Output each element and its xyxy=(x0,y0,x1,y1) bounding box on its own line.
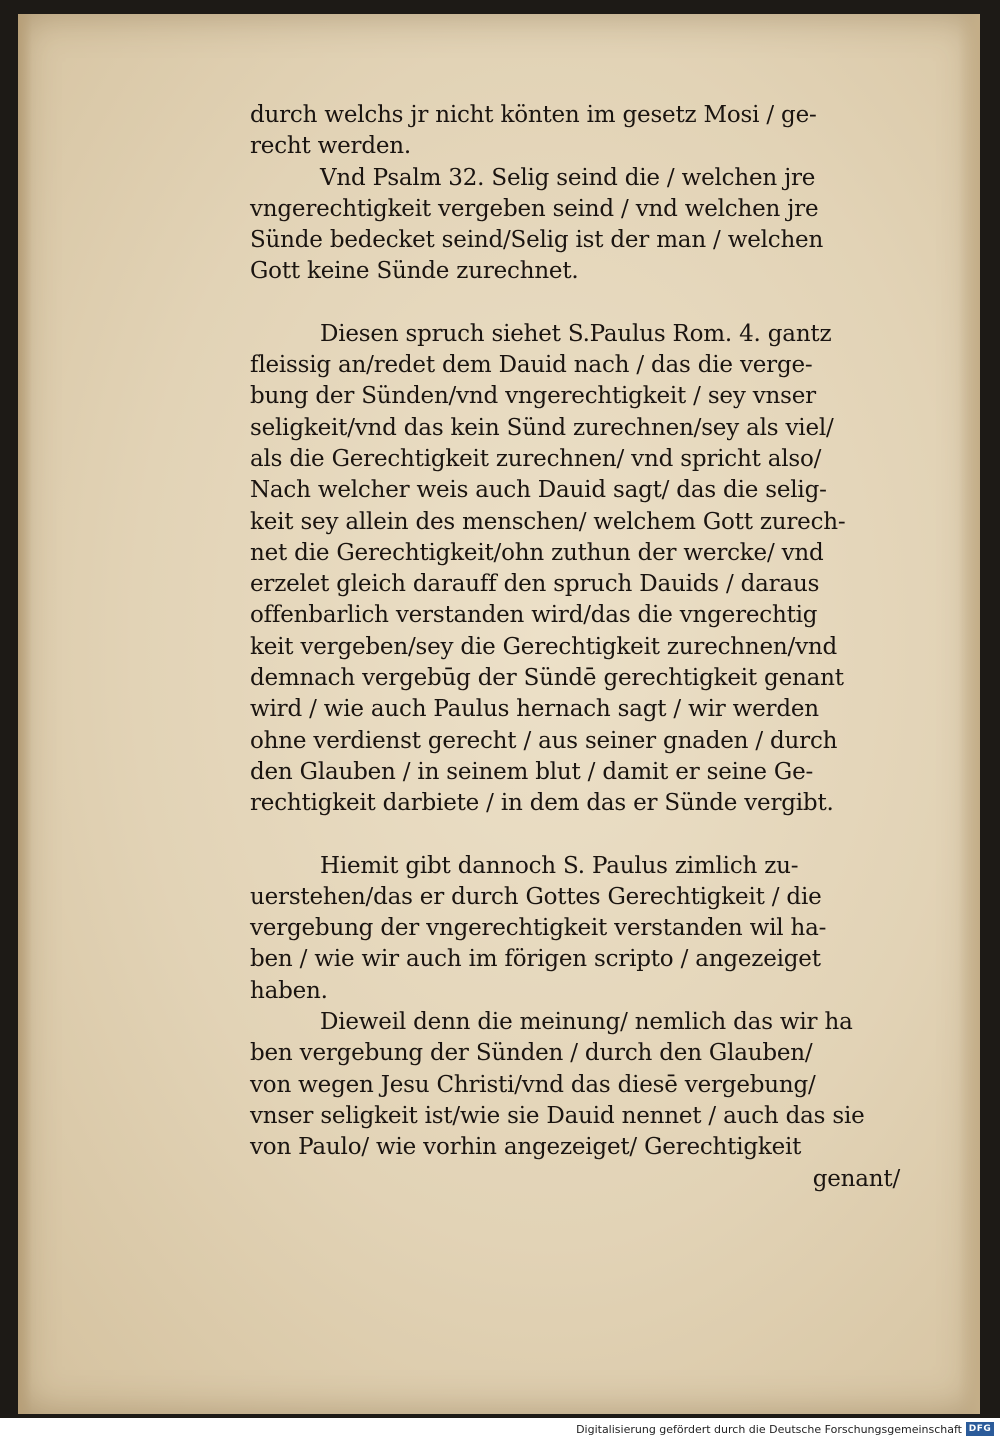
text-line: von Paulo/ wie vorhin angezeiget/ Gerechtigkeit xyxy=(250,1134,802,1161)
text-line: erzelet gleich darauff den spruch Dauids / daraus xyxy=(250,571,820,598)
text-line: wird / wie auch Paulus hernach sagt / wir werden xyxy=(250,696,819,723)
dfg-logo: DFG xyxy=(966,1422,994,1436)
text-line: den Glauben / in seinem blut / damit er seine Ge- xyxy=(250,758,814,785)
text-line: Vnd Psalm 32. Selig seind die / welchen jre xyxy=(320,164,816,191)
text-line: offenbarlich verstanden wird/das die vngerechtig xyxy=(250,602,818,629)
text-line: ben / wie wir auch im förigen scripto / angezeiget xyxy=(250,946,821,973)
text-line: von wegen Jesu Christi/vnd das diesē vergebung/ xyxy=(250,1071,816,1098)
text-line: uerstehen/das er durch Gottes Gerechtigkeit / die xyxy=(250,883,822,910)
text-line: keit vergeben/sey die Gerechtigkeit zurechnen/vnd xyxy=(250,633,838,660)
text-line: Sünde bedecket seind/Selig ist der man / welchen xyxy=(250,227,824,254)
text-line: Dieweil denn die meinung/ nemlich das wir ha xyxy=(320,1009,853,1036)
text-line: seligkeit/vnd das kein Sünd zurechnen/sey als viel/ xyxy=(250,414,834,441)
text-line: demnach vergebūg der Sündē gerechtigkeit genant xyxy=(250,665,844,692)
page-text xyxy=(250,100,900,1195)
digitization-footer xyxy=(0,1418,1000,1442)
catchword: genant/ xyxy=(812,1165,900,1192)
text-line: net die Gerechtigkeit/ohn zuthun der wercke/ vnd xyxy=(250,539,824,566)
text-line: durch welchs jr nicht könten im gesetz Mosi / ge- xyxy=(250,102,817,128)
page-edge-shadow-right xyxy=(958,14,980,1414)
text-line: vergebung der vngerechtigkeit verstanden wil ha- xyxy=(250,915,827,942)
text-line: Diesen spruch siehet S.Paulus Rom. 4. gantz xyxy=(320,320,832,347)
text-line: als die Gerechtigkeit zurechnen/ vnd spricht also/ xyxy=(250,445,822,472)
text-line: haben. xyxy=(250,977,328,1004)
paragraph-gap xyxy=(250,820,900,851)
text-line: Hiemit gibt dannoch S. Paulus zimlich zu- xyxy=(320,852,799,879)
text-line: ben vergebung der Sünden / durch den Glauben/ xyxy=(250,1040,813,1067)
text-line: bung der Sünden/vnd vngerechtigkeit / sey vnser xyxy=(250,383,816,410)
text-line: Gott keine Sünde zurechnet. xyxy=(250,258,579,285)
text-line: ohne verdienst gerecht / aus seiner gnaden / durch xyxy=(250,727,838,754)
text-line: vnser seligkeit ist/wie sie Dauid nennet / auch das sie xyxy=(250,1102,865,1129)
funding-credit: Digitalisierung gefördert durch die Deutsche Forschungsgemeinschaft xyxy=(576,1423,962,1436)
text-line: rechtigkeit darbiete / in dem das er Sünde vergibt. xyxy=(250,790,834,817)
text-line: recht werden. xyxy=(250,133,412,160)
text-line: keit sey allein des menschen/ welchem Gott zurech- xyxy=(250,508,846,535)
page-edge-shadow-left xyxy=(18,14,32,1414)
text-line: vngerechtigkeit vergeben seind / vnd welchen jre xyxy=(250,195,819,222)
text-line: fleissig an/redet dem Dauid nach / das die verge- xyxy=(250,352,813,379)
text-line: Nach welcher weis auch Dauid sagt/ das die selig- xyxy=(250,477,827,504)
paragraph-gap xyxy=(250,288,900,319)
